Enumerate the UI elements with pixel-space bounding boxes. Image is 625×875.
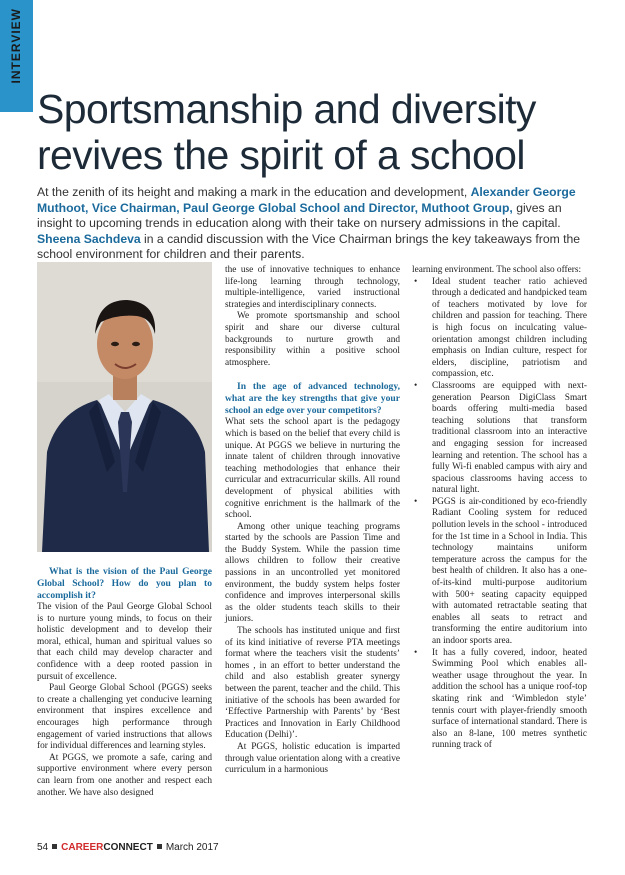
brand-part-2: CONNECT: [103, 842, 153, 853]
answer-paragraph: the use of innovative techniques to enhance life-long learning through technology, multiple-intelligence, varied instructional strategies and interdisciplinary connects.: [225, 265, 400, 310]
section-tab: [0, 0, 33, 112]
list-item: • Ideal student teacher ratio achieved through a dedicated and handpicked team of teachers motivated by love for children and passion for teaching. There is high focus on inculcating value-orientation amongst children including emphasis on Indian culture, respect for elders, discipline, patriotism and compassion, etc.: [412, 277, 587, 381]
list-item: • PGGS is air-conditioned by eco-friendly Radiant Cooling system for reduced pollution levels in the school - introduced for the 1st time in a School in India. This technology maintains uniform temperature across the campus for the best health of children. It also has a one-of-its-kind multi-purpose auditorium with 500+ seating capacity equipped with automated retractable seating that enables all seats to retract and transforming the entire auditorium into an indoor sports area.: [412, 497, 587, 648]
intro-middle: gives an insight to upcoming trends in education along with their take on nursery admissions in the capital.: [37, 200, 562, 230]
interviewee-photo: [37, 262, 212, 552]
section-tab-label: INTERVIEW: [9, 8, 23, 84]
answer-paragraph: We promote sportsmanship and school spirit and share our diverse cultural backgrounds to nurture growth and responsibility within a positive school atmosphere.: [225, 311, 400, 368]
magazine-brand: [61, 842, 153, 853]
intro-tail: in a candid discussion with the Vice Chairman brings the key takeaways from the school environment for children and their parents.: [37, 231, 581, 261]
list-item: • It has a fully covered, indoor, heated Swimming Pool which enables all-weather usage throughout the year. In addition the school has a unique roof-top skating rink and ‘Wimbledon style’ tennis court with player-friendly smooth surface of international standard. There is also an 8-lane, 100 metres synthetic running track of: [412, 648, 587, 752]
answer-paragraph: The schools has instituted unique and first of its kind initiative of reverse PTA meetings format where the teachers visit the students’ homes , in an effort to better understand the child and also establish greater synergy between the parent, teacher and the child. This initiative of the schools has been awarded for ‘Effective Partnership with Parents’ by ‘Best Practices and Innovation in Early Childhood Education (Delhi)’.: [225, 626, 400, 741]
answer-paragraph: learning environment. The school also offers:: [412, 265, 582, 275]
brand-part-1: CAREER: [61, 842, 104, 853]
issue-date: March 2017: [165, 842, 219, 853]
question-2: In the age of advanced technology, what are the key strengths that give your school an edge over your competitors?: [225, 381, 400, 417]
answer-paragraph: At PGGS, holistic education is imparted through value orientation along with a creative curriculum in a harmonious: [225, 741, 400, 776]
article-title: Sportsmanship and diversity revives the spirit of a school: [37, 86, 536, 178]
facilities-list: [412, 277, 587, 752]
portrait-illustration: [37, 262, 212, 552]
answer-paragraph: What sets the school apart is the pedagogy which is based on the belief that every child is unique. At PGGS we believe in nurturing the innate talent of children through innovative teaching methodologies that enhance their curricular and extracurricular skills. All round development of physical abilities with cognitive enrichment is the hallmark of the school.: [225, 417, 400, 521]
answer-paragraph: The vision of the Paul George Global School is to nurture young minds, to focus on their holistic development and to develop their moral, ethical, human and spiritual values so that each child may develop character and confidence with a deep rooted passion in pursuit of excellence.: [37, 602, 212, 682]
answer-paragraph: At PGGS, we promote a safe, caring and supportive environment where every person can learn from one another and respect each another. We have also designed: [37, 752, 212, 798]
page-number: 54: [37, 842, 49, 853]
list-item: • Classrooms are equipped with next-generation Pearson DigiClass Smart boards offering multi-media based teaching solutions that transform traditional classroom into an interactive and engaging session for increased learning and retention. The school has a fully Wi-fi enabled campus with airy and spacious classrooms having access to natural light.: [412, 381, 587, 497]
intro-subject: Alexander George Muthoot, Vice Chairman, Paul George Global School and Director, Muthoot Group,: [37, 185, 576, 215]
intro-author: Sheena Sachdeva: [37, 231, 141, 246]
answer-paragraph: Among other unique teaching programs started by the schools are Passion Time and the Buddy System. While the passion time allows children to follow their creative passions in an uncontrolled yet monitored environment, the buddy system helps foster confidence and improves interpersonal skills as the older students teach skills to their juniors.: [225, 521, 400, 625]
square-bullet-icon: [157, 844, 162, 849]
question-1: What is the vision of the Paul George Global School? How do you plan to accomplish it?: [37, 566, 212, 601]
article-intro: [37, 185, 587, 263]
page-footer: [37, 842, 219, 853]
square-bullet-icon: [52, 844, 57, 849]
column-1: [37, 566, 212, 799]
column-3: [412, 265, 587, 752]
intro-lead: At the zenith of its height and making a mark in the education and development,: [37, 185, 471, 199]
answer-paragraph: Paul George Global School (PGGS) seeks to create a challenging yet conducive learning environment that inspires excellence and encourages high performance through engagement of varied instructions that allows for individual differences and learning styles.: [37, 683, 212, 752]
column-2: [225, 265, 400, 777]
